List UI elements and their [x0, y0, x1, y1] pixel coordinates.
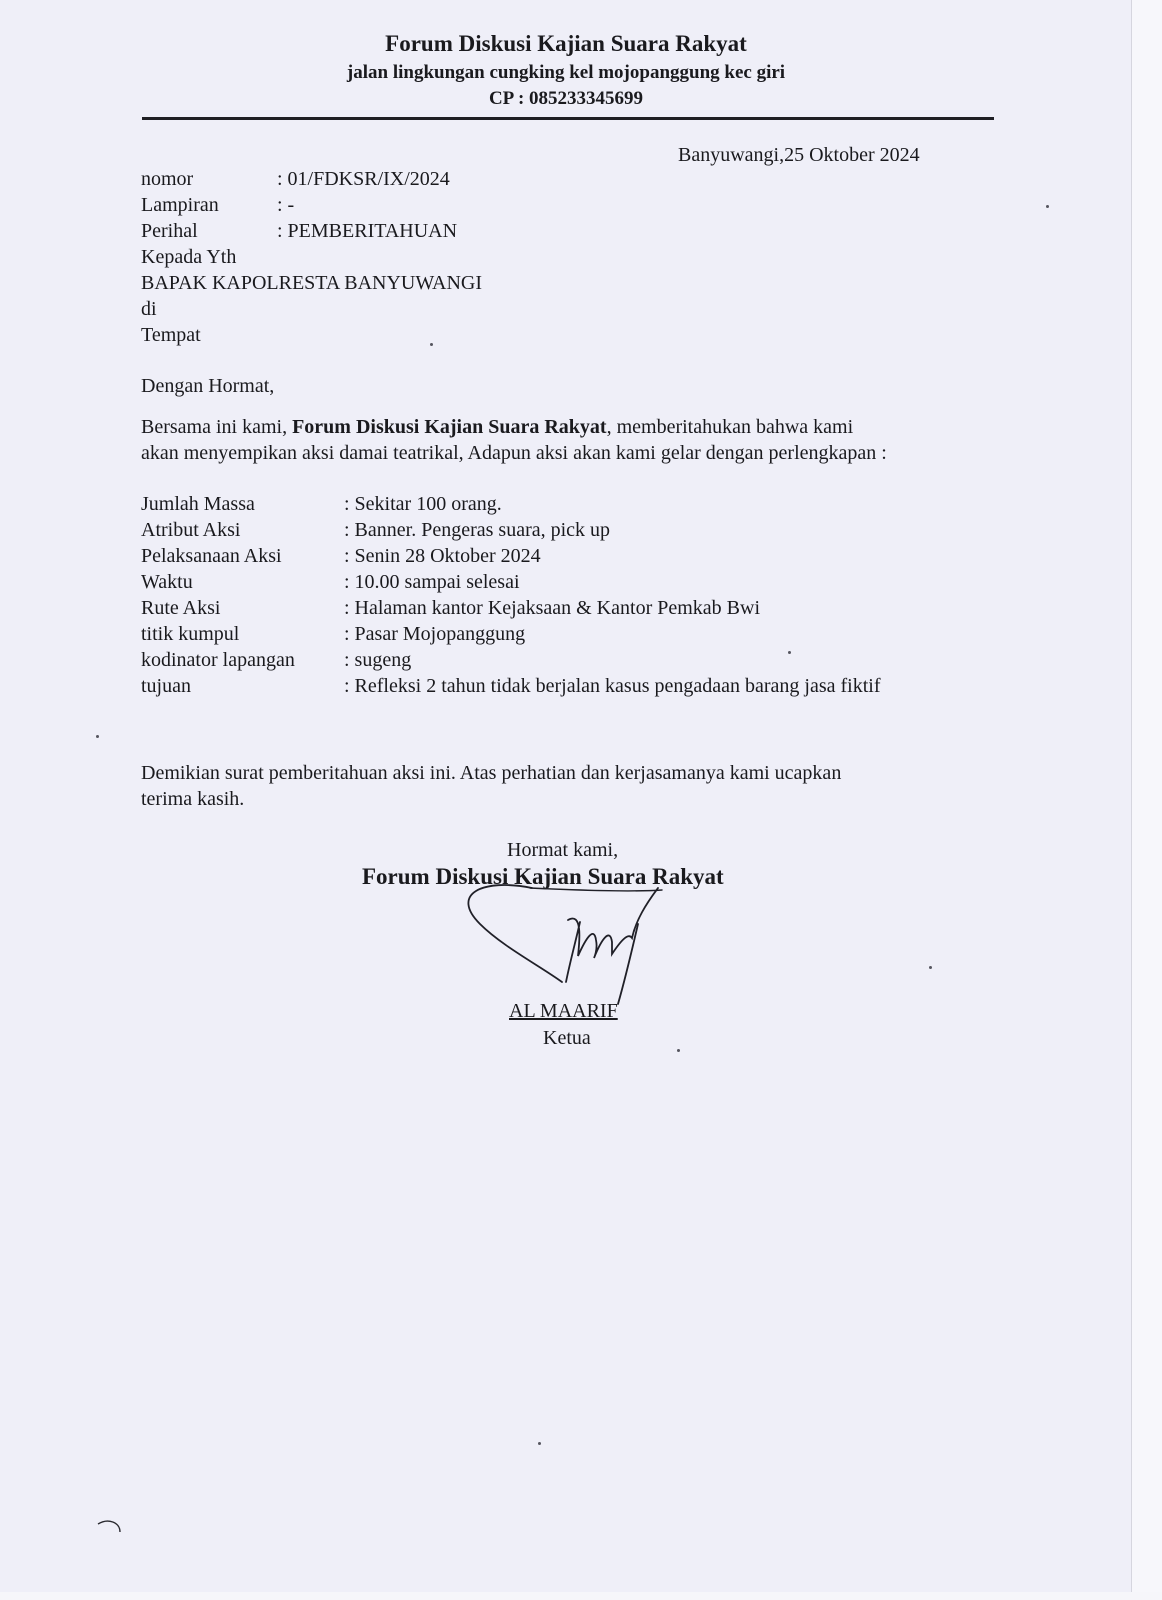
closing-text: Demikian surat pemberitahuan aksi ini. Atas perhatian dan kerjasamanya kami ucapkan	[141, 762, 842, 784]
intro-text: Bersama ini kami,	[141, 416, 293, 438]
paper-speck	[677, 1049, 680, 1052]
letterhead-contact: CP : 085233345699	[488, 88, 644, 109]
detail-value: : Halaman kantor Kejaksaan & Kantor Pemkab Bwi	[344, 597, 760, 619]
detail-label: Rute Aksi	[141, 597, 221, 619]
signer-name: AL MAARIF	[509, 1000, 618, 1022]
letterhead-divider	[142, 117, 994, 120]
paper-speck	[430, 343, 433, 346]
detail-value: : 10.00 sampai selesai	[344, 571, 520, 593]
intro-paragraph	[141, 414, 1011, 466]
meta-value-perihal: : PEMBERITAHUAN	[277, 220, 458, 242]
recipient-line: Tempat	[141, 324, 201, 346]
detail-label: Atribut Aksi	[141, 519, 241, 541]
page-right-edge	[1131, 0, 1162, 1600]
recipient-name: BAPAK KAPOLRESTA BANYUWANGI	[141, 272, 483, 294]
detail-label: Jumlah Massa	[141, 493, 255, 515]
meta-label-lampiran: Lampiran	[141, 194, 219, 216]
salutation: Dengan Hormat,	[141, 375, 275, 397]
place-date: Banyuwangi,25 Oktober 2024	[678, 144, 920, 166]
detail-label: titik kumpul	[141, 623, 240, 645]
closing-paragraph	[141, 760, 1011, 812]
detail-label: tujuan	[141, 675, 191, 697]
paper-speck	[929, 966, 932, 969]
page-bottom-edge	[0, 1592, 1162, 1600]
meta-label-perihal: Perihal	[141, 220, 198, 242]
paper-mark	[96, 1518, 126, 1538]
meta-value-nomor: : 01/FDKSR/IX/2024	[277, 168, 450, 190]
detail-value: : Senin 28 Oktober 2024	[344, 545, 541, 567]
meta-label-nomor: nomor	[141, 168, 194, 190]
paper-speck	[788, 651, 791, 654]
detail-value: : sugeng	[344, 649, 412, 671]
signer-role: Ketua	[543, 1027, 591, 1049]
closing-text: terima kasih.	[141, 788, 245, 810]
detail-value: : Banner. Pengeras suara, pick up	[344, 519, 611, 541]
detail-value: : Refleksi 2 tahun tidak berjalan kasus pengadaan barang jasa fiktif	[344, 675, 881, 697]
intro-text: akan menyempikan aksi damai teatrikal, Adapun aksi akan kami gelar dengan perlengkapan :	[141, 442, 887, 464]
intro-text: , memberitahukan bahwa kami	[606, 416, 854, 438]
recipient-line: Kepada Yth	[141, 246, 237, 268]
meta-value-lampiran: : -	[277, 194, 295, 216]
signoff-organization: Forum Diskusi Kajian Suara Rakyat	[362, 864, 724, 889]
detail-label: Pelaksanaan Aksi	[141, 545, 282, 567]
paper-speck	[96, 735, 99, 738]
detail-label: Waktu	[141, 571, 193, 593]
paper-speck	[1046, 205, 1049, 208]
paper-speck	[538, 1442, 541, 1445]
detail-label: kodinator lapangan	[141, 649, 295, 671]
detail-value: : Sekitar 100 orang.	[344, 493, 502, 515]
letterhead-address: jalan lingkungan cungking kel mojopanggung kec giri	[346, 62, 786, 83]
closing-salutation: Hormat kami,	[507, 839, 619, 861]
intro-org-name: Forum Diskusi Kajian Suara Rakyat	[292, 416, 607, 438]
detail-value: : Pasar Mojopanggung	[344, 623, 526, 645]
recipient-line: di	[141, 298, 157, 320]
letterhead-organization: Forum Diskusi Kajian Suara Rakyat	[385, 31, 747, 56]
